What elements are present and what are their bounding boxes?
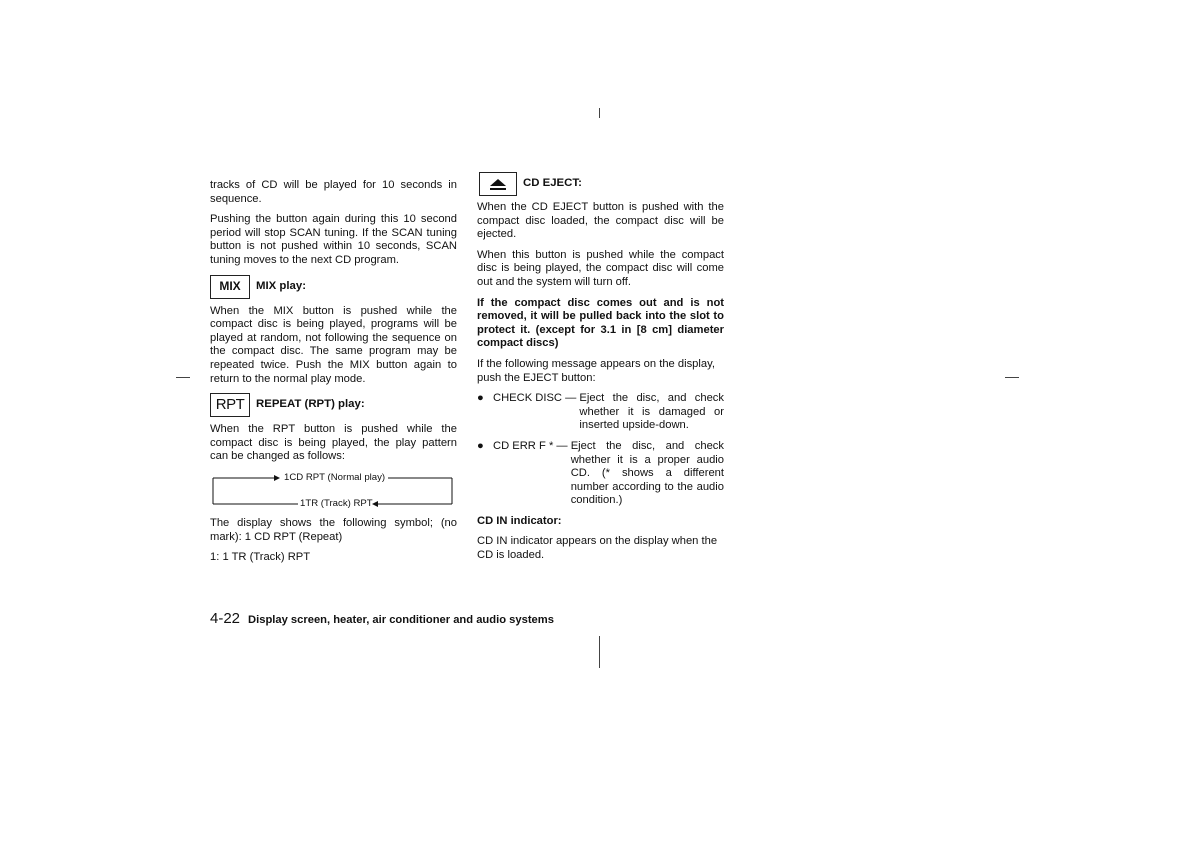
display-symbol-text: The display shows the following symbol; (no mark): 1 CD RPT (Repeat) [210,516,457,543]
scan-stop-text: Pushing the button again during this 10 second period will stop SCAN tuning. If the SCAN tuning button is not pushed within 10 seconds, SCAN tuning moves to the next CD program. [210,213,457,266]
eject-description: When the CD EJECT button is pushed with the compact disc loaded, the compact disc will be ejected. [477,201,724,241]
track-rpt-symbol-text: 1: 1 TR (Track) RPT [210,551,311,564]
eject-button-icon [479,172,517,196]
eject-during-play-text: When this button is pushed while the compact disc is being played, the compact disc will come out and the system will turn off. [477,248,724,288]
mix-heading [210,275,457,299]
crop-mark-right [1005,377,1019,378]
bullet-dot: ● [477,439,484,452]
list-item [477,392,724,433]
rpt-description: When the RPT button is pushed while the compact disc is being played, the play pattern can be changed as follows: [210,423,457,463]
mix-title: MIX play: [256,279,307,292]
message-description: Eject the disc, and check whether it is damaged or inserted upside-down. [579,392,724,432]
bullet-dot: ● [477,392,484,405]
eject-warning: If the compact disc comes out and is not removed, it will be pulled back into the slot to protect it. (except for 3.1 in [8 cm] diameter compact discs) [477,296,724,350]
message-term: CD ERR F * — [493,439,571,452]
list-item [477,440,724,508]
section-title: Display screen, heater, air conditioner and audio systems [248,614,554,626]
eject-title: CD EJECT: [523,177,582,190]
rpt-heading [210,393,457,417]
page-footer [210,610,554,627]
rpt-button-icon: RPT [210,393,250,417]
mix-button-icon: MIX [210,275,250,299]
crop-mark-top [599,108,600,118]
eject-icon [489,178,507,191]
message-instruction: If the following message appears on the display, push the EJECT button: [477,357,715,384]
right-column [477,172,724,570]
message-description: Eject the disc, and check whether it is a proper audio CD. (* shows a different number according to the audio condition.) [570,439,724,507]
mix-description: When the MIX button is pushed while the compact disc is being played, programs will be played at random, not following the sequence on the compact disc. The same program may be repeated twice. Push the MIX button again to return to the normal play mode. [210,304,457,385]
repeat-cycle-diagram [210,471,457,511]
cd-in-indicator-text: CD IN indicator appears on the display when the CD is loaded. [477,535,718,562]
cd-in-indicator-title: CD IN indicator: [477,514,562,527]
crop-mark-bottom [599,636,600,668]
crop-mark-left [176,377,190,378]
scan-continued-text: tracks of CD will be played for 10 seconds in sequence. [210,179,457,205]
diagram-track-rpt-label: 1TR (Track) RPT [300,497,373,509]
rpt-title: REPEAT (RPT) play: [256,398,365,411]
left-column [210,179,457,572]
message-term: CHECK DISC — [493,392,580,405]
eject-heading [477,172,724,196]
page-number: 4-22 [210,610,241,627]
diagram-normal-play-label: 1CD RPT (Normal play) [284,471,386,483]
